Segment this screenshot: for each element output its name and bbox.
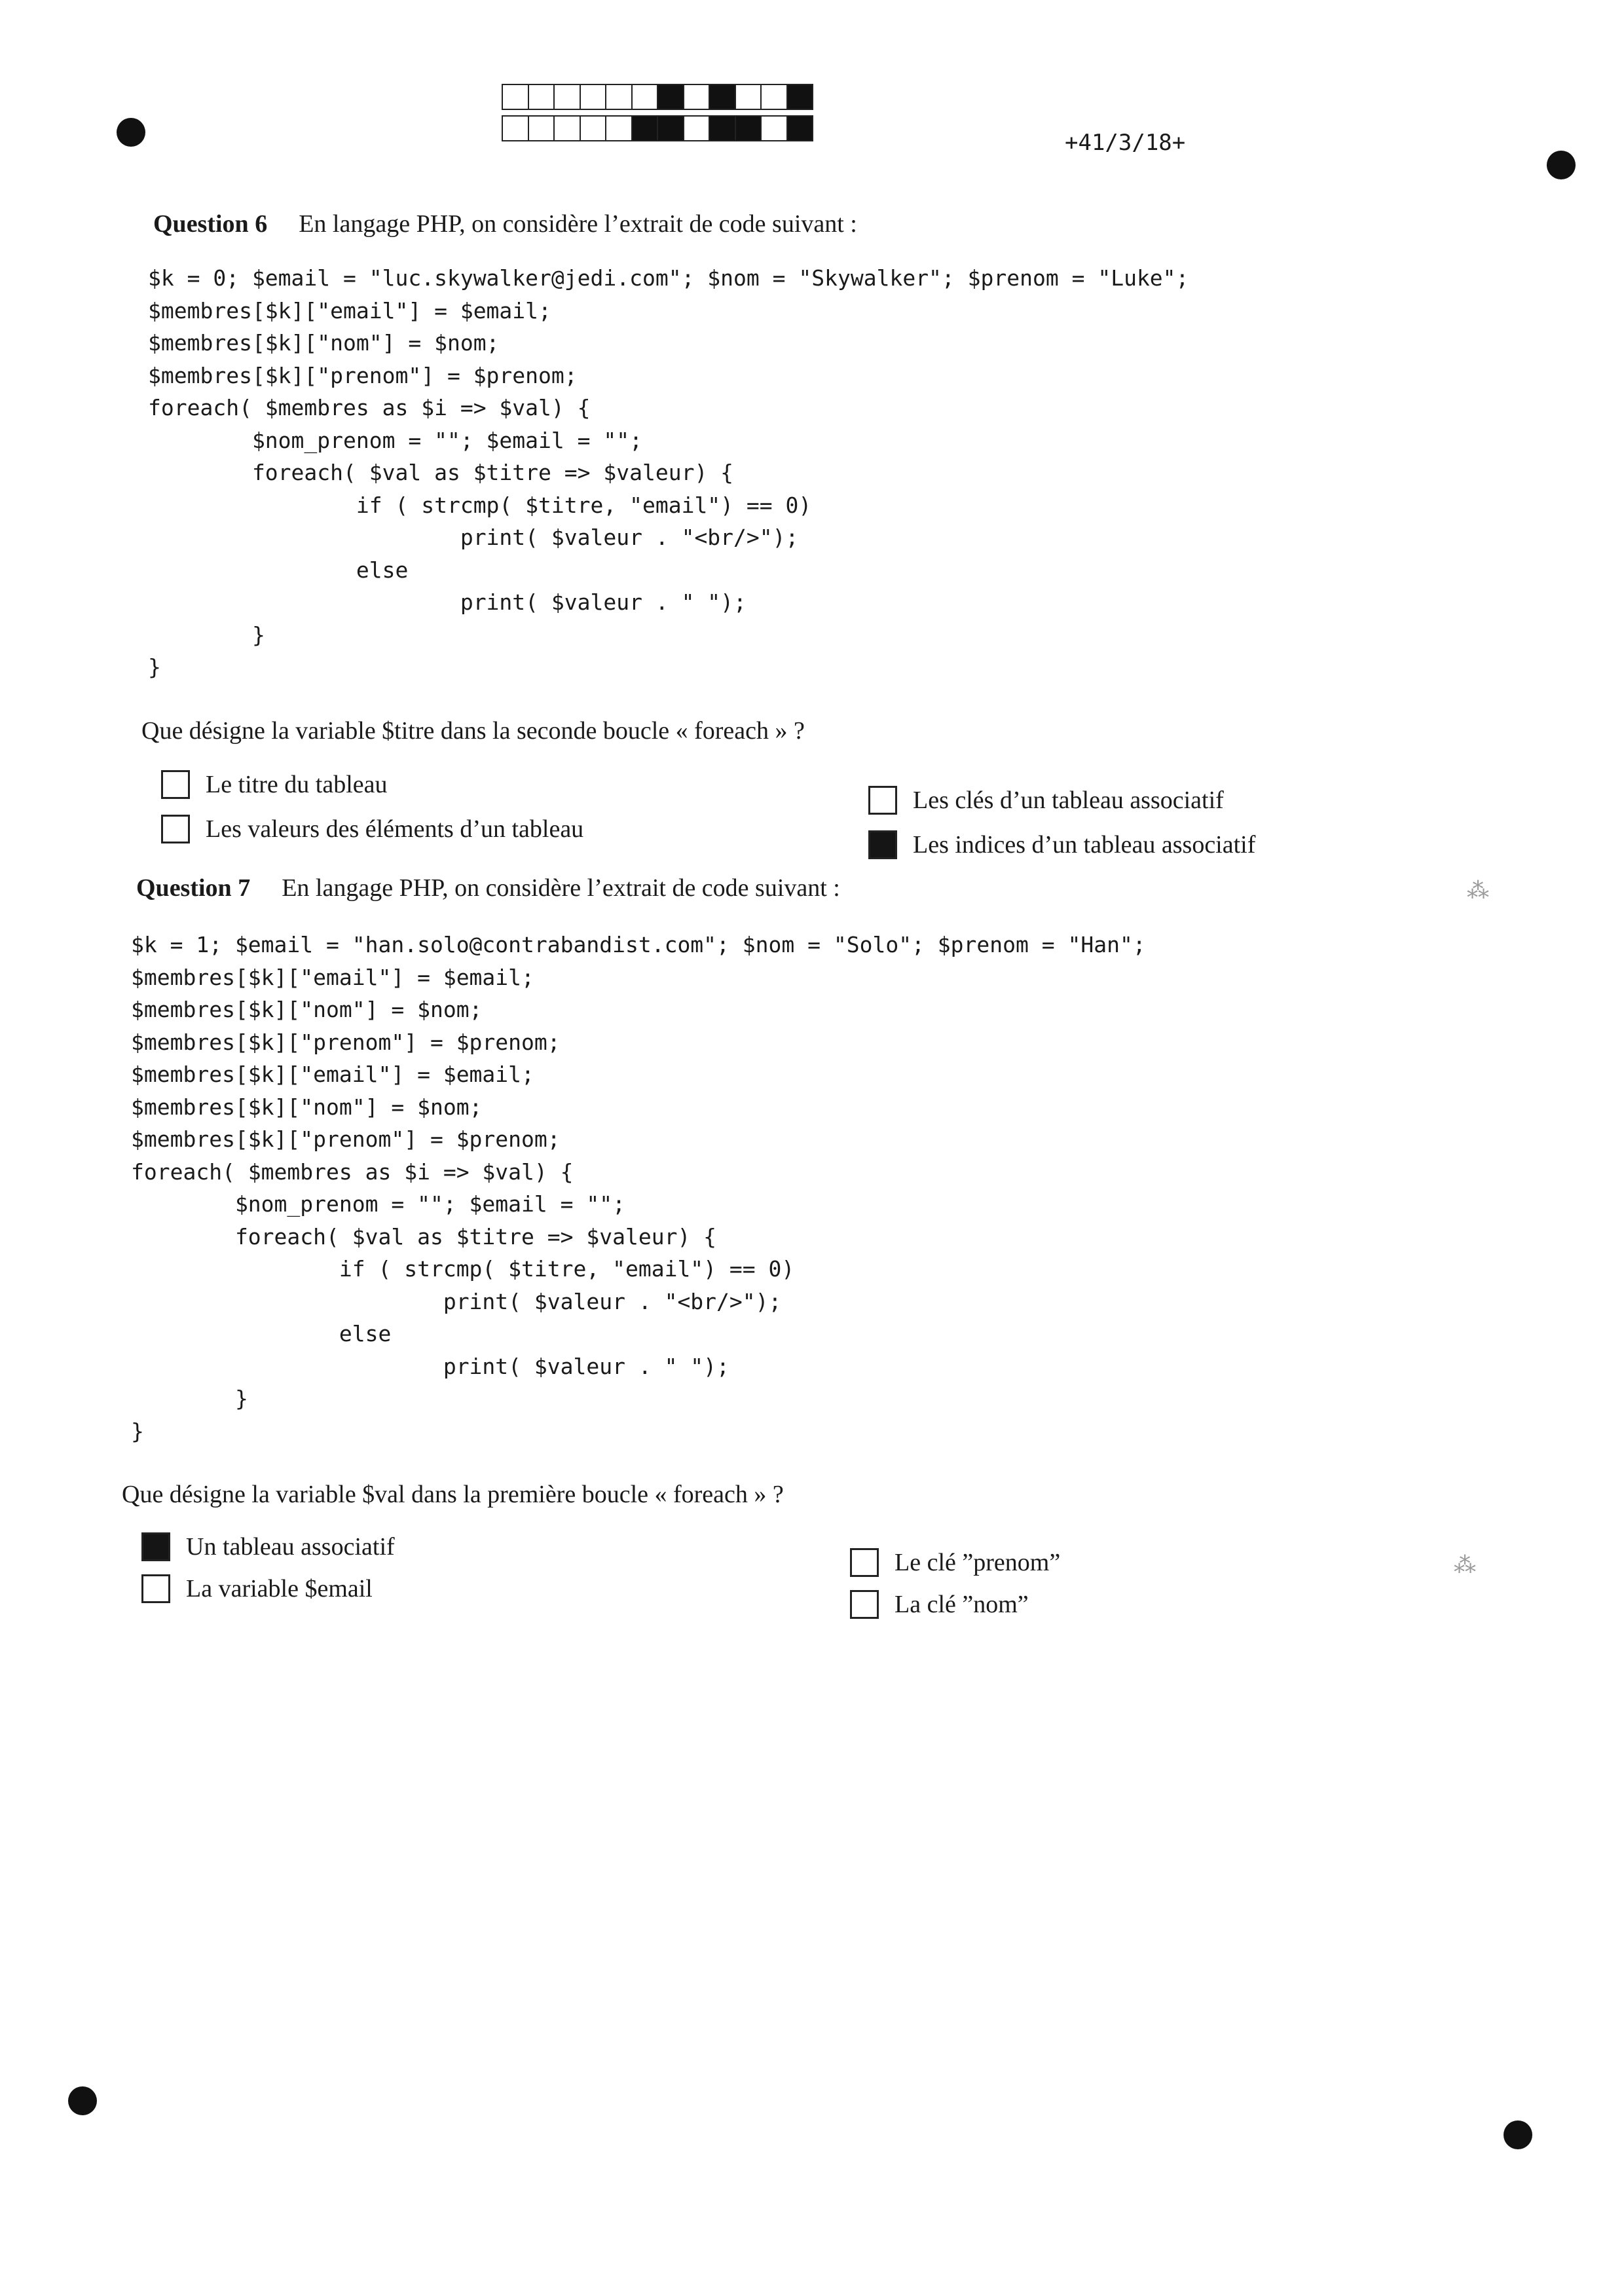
id-cell [657, 84, 684, 110]
page-code: +41/3/18+ [1065, 130, 1186, 156]
id-cell [580, 115, 607, 141]
q7-option-4[interactable] [850, 1590, 1029, 1619]
option-label: Le clé ”prenom” [895, 1549, 1061, 1576]
q7-option-2[interactable] [141, 1574, 373, 1603]
checkbox[interactable] [868, 786, 897, 815]
id-cell [760, 115, 788, 141]
option-label: La clé ”nom” [895, 1591, 1029, 1618]
question-label: Question 6 [153, 210, 268, 238]
id-cell [502, 115, 529, 141]
option-label: La variable $email [186, 1575, 373, 1602]
registration-mark-bottom-left [68, 2086, 97, 2115]
registration-mark-top-left [117, 118, 145, 147]
id-cell [580, 84, 607, 110]
checkbox[interactable] [141, 1532, 170, 1561]
q7-option-1[interactable] [141, 1532, 395, 1561]
question-6-header [153, 210, 857, 238]
id-cell [605, 84, 633, 110]
option-label: Les clés d’un tableau associatif [913, 787, 1224, 814]
scan-smudge: ⁂ [1467, 879, 1489, 903]
scan-smudge: ⁂ [1454, 1553, 1476, 1578]
id-cell [709, 115, 736, 141]
checkbox[interactable] [850, 1590, 879, 1619]
checkbox[interactable] [161, 770, 190, 799]
id-cell [528, 84, 555, 110]
id-cell [631, 115, 659, 141]
id-cell [553, 84, 581, 110]
student-id-row-1 [502, 84, 812, 110]
registration-mark-top-right [1547, 151, 1576, 179]
id-cell [786, 115, 814, 141]
id-cell [760, 84, 788, 110]
question-7-header [136, 874, 840, 902]
id-cell [502, 84, 529, 110]
q6-option-4[interactable] [868, 830, 1255, 859]
option-label: Le titre du tableau [206, 771, 388, 798]
id-cell [683, 115, 710, 141]
checkbox[interactable] [868, 830, 897, 859]
student-id-row-2 [502, 115, 812, 141]
question-7-code: $k = 1; $email = "han.solo@contrabandist.com"; $nom = "Solo"; $prenom = "Han"; $membres[$k]["email"] = $email; $membres[$k]["nom"] = $nom; $membres[$k]["prenom"] = $prenom; $membres[$k]["email"] = $email; $membres[$k]["nom"] = $nom; $membres[$k]["prenom"] = $prenom; foreach( $membres as $i => $val) { $nom_prenom = ""; $email = ""; foreach( $val as $titre => $valeur) { if ( strcmp( $titre, "email") == 0) print( $valeur . "<br/>"); else print( $valeur . " "); } } [131, 932, 1146, 1444]
question-7-prompt: Que désigne la variable $val dans la première boucle « foreach » ? [122, 1481, 784, 1508]
checkbox[interactable] [161, 815, 190, 843]
question-6-code: $k = 0; $email = "luc.skywalker@jedi.com"; $nom = "Skywalker"; $prenom = "Luke"; $membres[$k]["email"] = $email; $membres[$k]["nom"] = $nom; $membres[$k]["prenom"] = $prenom; foreach( $membres as $i => $val) { $nom_prenom = ""; $email = ""; foreach( $val as $titre => $valeur) { if ( strcmp( $titre, "email") == 0) print( $valeur . "<br/>"); else print( $valeur . " "); } } [148, 265, 1189, 680]
checkbox[interactable] [850, 1548, 879, 1577]
question-intro: En langage PHP, on considère l’extrait de code suivant : [299, 210, 857, 238]
id-cell [631, 84, 659, 110]
q6-option-3[interactable] [868, 786, 1224, 815]
q6-option-1[interactable] [161, 770, 388, 799]
id-cell [553, 115, 581, 141]
id-cell [683, 84, 710, 110]
q6-option-2[interactable] [161, 815, 583, 843]
option-label: Les valeurs des éléments d’un tableau [206, 815, 584, 843]
question-label: Question 7 [136, 874, 251, 902]
registration-mark-bottom-right [1504, 2120, 1532, 2149]
option-label: Un tableau associatif [186, 1533, 395, 1561]
question-intro: En langage PHP, on considère l’extrait de code suivant : [282, 874, 840, 902]
option-label: Les indices d’un tableau associatif [913, 831, 1256, 859]
id-cell [657, 115, 684, 141]
checkbox[interactable] [141, 1574, 170, 1603]
q7-option-3[interactable] [850, 1548, 1060, 1577]
question-6-prompt: Que désigne la variable $titre dans la seconde boucle « foreach » ? [141, 717, 805, 745]
id-cell [786, 84, 814, 110]
id-cell [709, 84, 736, 110]
id-cell [605, 115, 633, 141]
id-cell [735, 115, 762, 141]
id-cell [735, 84, 762, 110]
id-cell [528, 115, 555, 141]
